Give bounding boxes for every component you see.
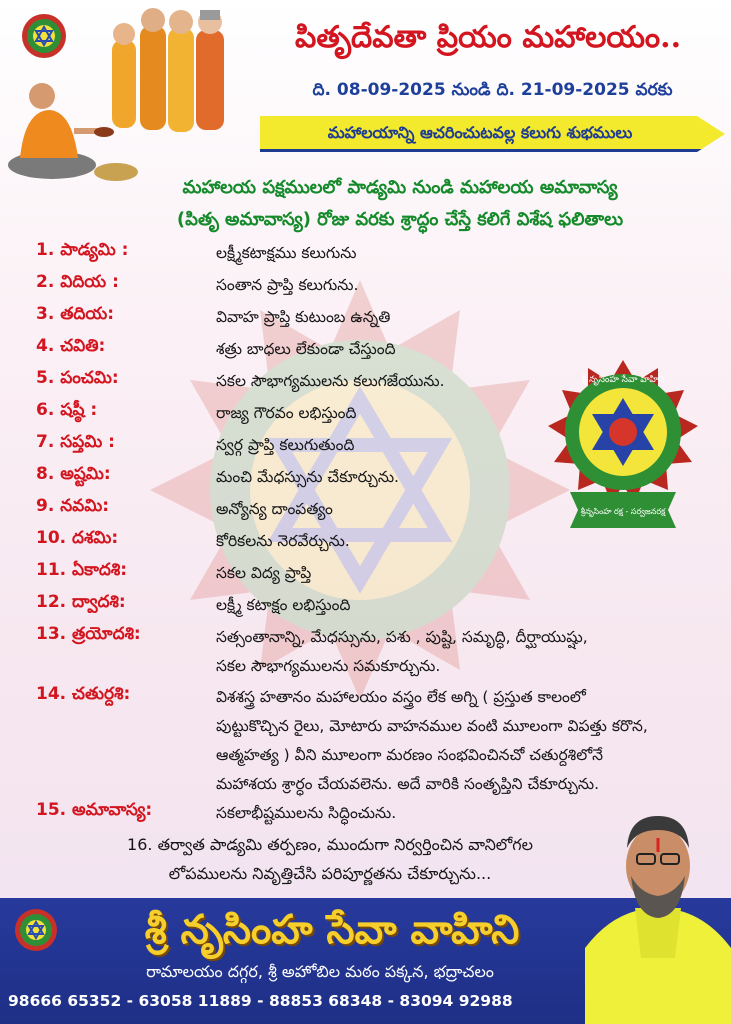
tithi-benefit: కోరికలను నెరవేర్చును.	[216, 532, 350, 550]
phone-numbers: 98666 65352 - 63058 11889 - 88853 68348 - 83094 92988	[8, 992, 513, 1010]
intro-line-2: (పితృ అమావాస్య) రోజు వరకు శ్రాద్ధం చేస్తే కలిగే విశేష ఫలితాలు	[176, 209, 624, 230]
tithi-label: 4. చవితి:	[36, 336, 106, 356]
tithi-benefit: మంచి మేధస్సును చేకూర్చును.	[216, 468, 399, 486]
tithi-label: 5. పంచమి:	[36, 368, 119, 388]
closing-line-1: 16. తర్వాత పాడ్యమి తర్పణం, ముందుగా నిర్వర్తించిన వానిలోగల	[127, 835, 533, 854]
tithi-label: 10. దశమి:	[36, 528, 119, 548]
date-range: ది. 08-09-2025 నుండి ది. 21-09-2025 వరకు	[312, 80, 673, 100]
intro-text	[80, 172, 720, 236]
tithi-benefit: సకల విద్య ప్రాప్తి	[216, 564, 312, 582]
tithi-benefit: అన్యోన్య దాంపత్యం	[216, 500, 333, 518]
tithi-benefit-cont: సకల సౌభాగ్యములను సమకూర్చును.	[216, 657, 441, 675]
tithi-label: 2. విదియ :	[36, 272, 119, 292]
ancestors-illustration	[0, 0, 250, 190]
tithi-label: 11. ఏకాదశి:	[36, 560, 128, 580]
tithi-benefit: రాజ్య గౌరవం లభిస్తుంది	[216, 404, 357, 422]
tithi-label: 14. చతుర్దశి:	[36, 684, 131, 704]
tithi-benefit: లక్ష్మీ కటాక్షం లభిస్తుంది	[216, 596, 351, 614]
tithi-benefit: విశశస్త్ర హతానం మహాలయం వస్త్రం లేక అగ్ని ( ప్రస్తుత కాలంలో	[216, 688, 586, 706]
benefits-banner	[260, 116, 725, 152]
tithi-label: 6. షష్ఠీ :	[36, 400, 98, 420]
tithi-label: 8. అష్టమి:	[36, 464, 111, 484]
tithi-label: 15. అమావాస్య:	[36, 800, 153, 820]
emblem-ribbon-text: శ్రీనృసింహ రక్ష - సర్వజనరక్ష	[580, 507, 666, 516]
small-emblem-icon	[22, 14, 66, 58]
page-title: పితృదేవతా ప్రియం మహాలయం..	[294, 20, 682, 55]
seva-vahini-emblem-icon	[548, 360, 698, 535]
emblem-ring-text: శ్రీ నృసింహ సేవా వాహిని	[581, 375, 665, 385]
tithi-benefit-cont: మహాశయ శ్రార్ధం చేయవలెను. అదే వారికి సంతృప్తిని చేకూర్చును.	[216, 775, 600, 793]
tithi-label: 12. ద్వాదశి:	[36, 592, 126, 612]
priest-portrait	[585, 808, 731, 1024]
tithi-label: 9. నవమి:	[36, 496, 110, 516]
tithi-label: 3. తదియ:	[36, 304, 115, 324]
tithi-label: 13. త్రయోదశి:	[36, 624, 141, 644]
tithi-benefit: సత్సంతానాన్ని, మేధస్సును, పశు , పుష్టి, సమృద్ధి, దీర్ఘాయుష్షు,	[216, 628, 588, 646]
banner-label: మహాలయాన్ని ఆచరించుటవల్ల కలుగు శుభములు	[327, 123, 633, 142]
footer-emblem-icon	[14, 908, 58, 952]
tithi-label: 7. సప్తమి :	[36, 432, 115, 452]
closing-note	[60, 830, 600, 888]
tithi-benefit: శత్రు బాధలు లేకుండా చేస్తుంది	[216, 340, 396, 358]
closing-line-2: లోపములను నివృత్తిచేసి పరిపూర్ణతను చేకూర్చును...	[168, 864, 492, 883]
tithi-benefit-cont: పుట్టుకొచ్చిన రైలు, మోటారు వాహనముల వంటి మూలంగా విపత్తు కరొన,	[216, 717, 648, 735]
tithi-benefit: సకల సౌభాగ్యములను కలుగజేయును.	[216, 372, 445, 390]
tithi-benefit: వివాహ ప్రాప్తి కుటుంబ ఉన్నతి	[216, 308, 391, 326]
tithi-benefit-cont: ఆత్మహత్య ) వీని మూలంగా మరణం సంభవించినచో చతుర్దశిలోనే	[216, 746, 604, 764]
address: రామాలయం దగ్గర, శ్రీ అహోబిల మఠం పక్కన, భద్రాచలం	[146, 962, 494, 981]
tithi-benefit: స్వర్గ ప్రాప్తి కలుగుతుంది	[216, 436, 355, 454]
tithi-label: 1. పాడ్యమి :	[36, 240, 129, 260]
organization-name: శ్రీ నృసింహ సేవా వాహిని	[144, 906, 520, 953]
tithi-benefit: సకలాభీష్టములను సిద్ధించును.	[216, 804, 397, 822]
tithi-benefit: లక్ష్మీకటాక్షము కలుగును	[216, 244, 357, 262]
intro-line-1: మహాలయ పక్షములలో పాడ్యమి నుండి మహాలయ అమావాస్య	[182, 177, 618, 198]
tithi-benefit: సంతాన ప్రాప్తి కలుగును.	[216, 276, 359, 294]
